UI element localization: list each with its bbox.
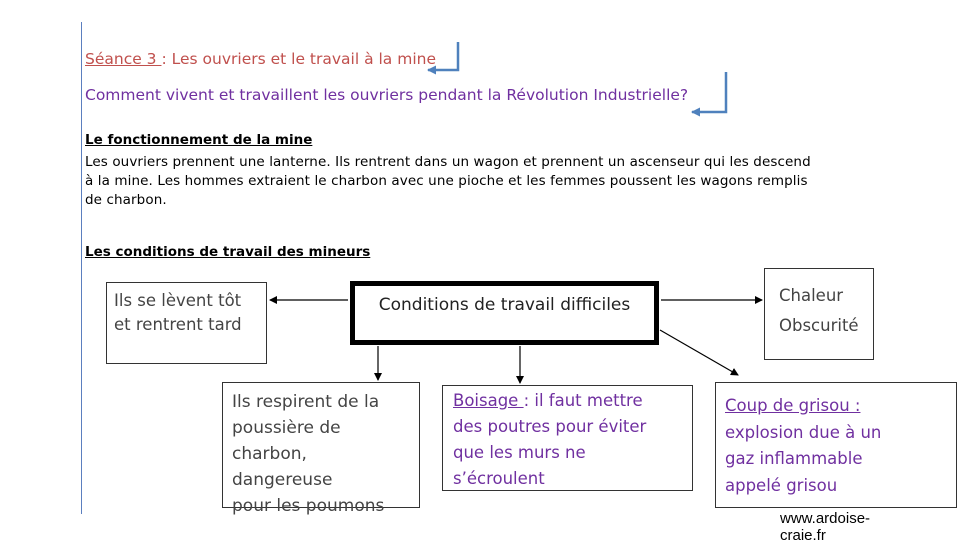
box-line: et rentrent tard [114,315,242,334]
box-line: Ils se lèvent tôt [114,291,242,310]
box-wake-early [106,282,267,364]
box-line: poussière de [232,418,341,438]
box-line: explosion due à un [725,422,882,442]
term-definition: : il faut mettre [523,391,643,410]
box-boisage [442,385,693,491]
footer-line: www.ardoise- [780,510,871,527]
term-grisou: Coup de grisou : [725,396,861,415]
paragraph-line: de charbon. [85,192,167,208]
footer-url [780,510,870,544]
box-line: que les murs ne [453,443,586,462]
box-line: s’écroulent [453,469,545,488]
lesson-question: Comment vivent et travaillent les ouvriers pendant la Révolution Industrielle? [85,86,689,104]
bracket-arrow-question [692,72,726,112]
box-line: des poutres pour éviter [453,417,647,436]
box-grisou [715,382,957,508]
term-boisage: Boisage [453,391,524,410]
box-line: Chaleur [779,286,844,305]
paragraph-line: à la mine. Les hommes extraient le charbon avec une pioche et les femmes poussent les wagons remplis [85,173,808,189]
box-line [453,388,682,414]
bracket-arrow-title [428,42,458,70]
box-line: charbon, dangereuse [232,444,333,490]
box-dust [222,382,420,516]
box-line: gaz inflammable [725,449,863,468]
center-box [350,281,659,345]
title-rest: : Les ouvriers et le travail à la mine [161,50,436,68]
section-heading-functioning: Le fonctionnement de la mine [85,132,313,148]
arrow-to-bottom-right [660,330,738,375]
box-heat-darkness [764,268,874,360]
box-line: appelé grisou [725,475,838,495]
section-heading-conditions: Les conditions de travail des mineurs [85,244,371,260]
box-line: Ils respirent de la [232,392,380,412]
footer-line: craie.fr [780,527,826,544]
title-prefix: Séance 3 [85,50,162,68]
paragraph-line: Les ouvriers prennent une lanterne. Ils rentrent dans un wagon et prennent un ascenseur qui les descend [85,154,811,170]
box-line: pour les poumons [232,496,385,516]
box-line: Obscurité [779,316,859,335]
center-label: Conditions de travail difficiles [378,295,631,315]
